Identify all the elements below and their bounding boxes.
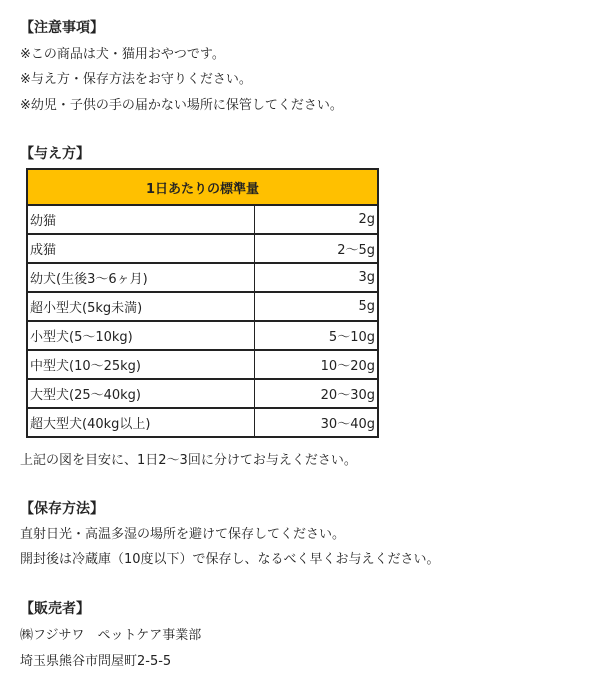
- storage-heading: 【保存方法】: [20, 501, 104, 517]
- feeding-table-title: 1日あたりの標準量: [27, 169, 378, 205]
- table-row: [27, 234, 378, 263]
- notes-line-2: ※与え方・保存方法をお守りください。: [20, 72, 252, 87]
- row-label: 幼犬(生後3～6ヶ月): [27, 263, 255, 292]
- table-row: [27, 205, 378, 234]
- row-amount: 10～20g: [255, 350, 379, 379]
- row-amount: 5g: [255, 292, 379, 321]
- notes-line-1: ※この商品は犬・猫用おやつです。: [20, 47, 225, 62]
- storage-line-1: 直射日光・高温多湿の場所を避けて保存してください。: [20, 527, 346, 542]
- table-row: [27, 350, 378, 379]
- row-label: 幼猫: [27, 205, 255, 234]
- row-amount: 20～30g: [255, 379, 379, 408]
- table-row: [27, 292, 378, 321]
- row-label: 超大型犬(40kg以上): [27, 408, 255, 437]
- row-amount: 2g: [255, 205, 379, 234]
- seller-heading: 【販売者】: [20, 601, 90, 617]
- row-label: 大型犬(25～40kg): [27, 379, 255, 408]
- notes-line-3: ※幼児・子供の手の届かない場所に保管してください。: [20, 98, 343, 113]
- row-amount: 2～5g: [255, 234, 379, 263]
- row-label: 超小型犬(5kg未満): [27, 292, 255, 321]
- feeding-table: [26, 168, 379, 438]
- row-amount: 3g: [255, 263, 379, 292]
- table-row: [27, 263, 378, 292]
- storage-line-2: 開封後は冷蔵庫（10度以下）で保存し、なるべく早くお与えください。: [20, 552, 440, 567]
- row-label: 中型犬(10～25kg): [27, 350, 255, 379]
- feeding-note: 上記の図を目安に、1日2～3回に分けてお与えください。: [20, 453, 357, 468]
- row-label: 成猫: [27, 234, 255, 263]
- table-row: [27, 321, 378, 350]
- feeding-heading: 【与え方】: [20, 146, 90, 162]
- row-label: 小型犬(5～10kg): [27, 321, 255, 350]
- row-amount: 30～40g: [255, 408, 379, 437]
- notes-heading: 【注意事項】: [20, 20, 104, 36]
- seller-company: ㈱フジサワ ペットケア事業部: [20, 628, 202, 643]
- seller-address: 埼玉県熊谷市問屋町2-5-5: [20, 654, 172, 669]
- table-row: [27, 408, 378, 437]
- table-row: [27, 379, 378, 408]
- row-amount: 5～10g: [255, 321, 379, 350]
